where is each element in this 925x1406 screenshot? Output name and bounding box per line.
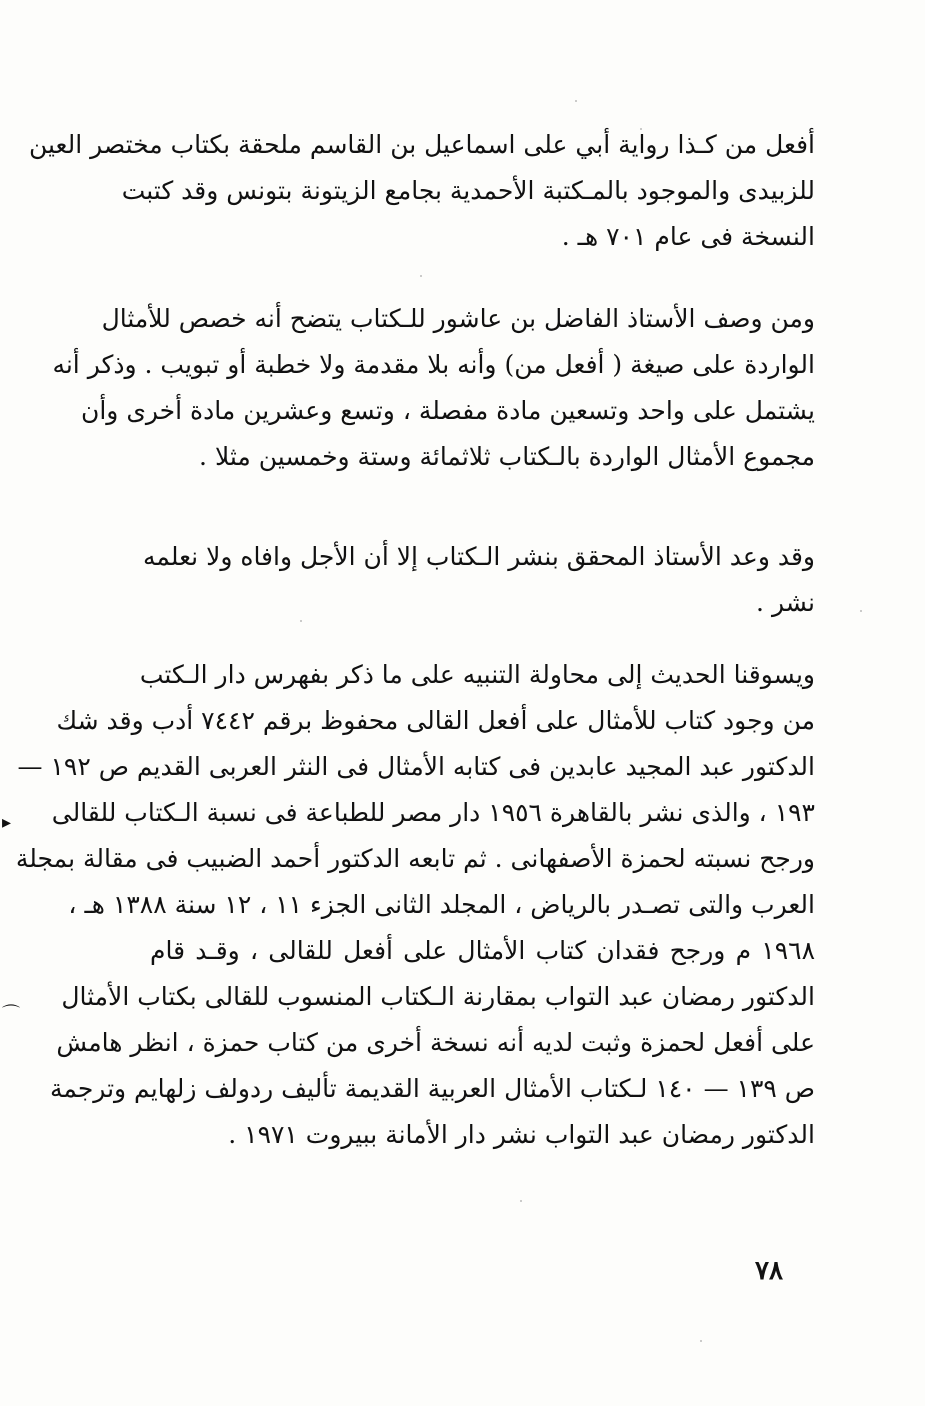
page-number: ٧٨ (755, 1256, 783, 1286)
scan-speck (575, 100, 577, 102)
paragraph-line: ١٩٣ ، والذى نشر بالقاهرة ١٩٥٦ دار مصر للطباعة فى نسبة الـكتاب للقالى (51, 798, 815, 827)
margin-mark: ▸ (2, 812, 12, 833)
paragraph-line: النسخة فى عام ٧٠١ هـ . (561, 222, 815, 251)
paragraph-line: ورجح نسبته لحمزة الأصفهانى . ثم تابعه الدكتور أحمد الضبيب فى مقالة بمجلة (15, 844, 815, 873)
scan-speck (700, 1340, 702, 1342)
paragraph-1 (28, 122, 815, 260)
paragraph-line: العرب والتى تصـدر بالرياض ، المجلد الثانى الجزء ١١ ، ١٢ سنة ١٣٨٨ هـ ، (68, 890, 815, 919)
paragraph-line: وقد وعد الأستاذ المحقق بنشر الـكتاب إلا أن الأجل وافاه ولا نعلمه (142, 542, 815, 571)
paragraph-line: للزبيدى والموجود بالمـكتبة الأحمدية بجامع الزيتونة بتونس وقد كتبت (121, 176, 815, 205)
paragraph-line: على أفعل لحمزة وثبت لديه أنه نسخة أخرى من كتاب حمزة ، انظر هامش (56, 1028, 815, 1057)
margin-mark: ⌒ (2, 1004, 20, 1025)
paragraph-line: أفعل من كـذا رواية أبي على اسماعيل بن القاسم ملحقة بكتاب مختصر العين (28, 130, 815, 159)
scan-speck (520, 1200, 522, 1202)
scan-speck (300, 620, 302, 622)
paragraph-line: الدكتور رمضان عبد التواب بمقارنة الـكتاب المنسوب للقالى بكتاب الأمثال (61, 982, 815, 1011)
paragraph-line: الدكتور عبد المجيد عابدين فى كتابه الأمثال فى النثر العربى القديم ص ١٩٢ — (17, 752, 815, 781)
scan-speck (420, 275, 422, 277)
paragraph-line: نشر . (756, 588, 815, 617)
paragraph-line: من وجود كتاب للأمثال على أفعل القالى محفوظ برقم ٧٤٤٢ أدب وقد شك (56, 706, 815, 735)
paragraph-line: ١٩٦٨ م ورجح فقدان كتاب الأمثال على أفعل للقالى ، وقـد قام (150, 936, 815, 965)
paragraph-4 (15, 652, 815, 1158)
paragraph-line: الدكتور رمضان عبد التواب نشر دار الأمانة ببيروت ١٩٧١ . (228, 1120, 815, 1149)
paragraph-line: يشتمل على واحد وتسعين مادة مفصلة ، وتسع وعشرين مادة أخرى وأن (81, 396, 815, 425)
paragraph-line: مجموع الأمثال الواردة بالـكتاب ثلاثمائة وستة وخمسين مثلا . (199, 442, 815, 471)
scan-speck (860, 610, 862, 612)
paragraph-line: ويسوقنا الحديث إلى محاولة التنبيه على ما ذكر بفهرس دار الـكتب (139, 660, 815, 689)
paragraph-2 (52, 296, 815, 480)
paragraph-3 (142, 534, 815, 626)
scan-speck (640, 128, 642, 130)
paragraph-line: ص ١٣٩ — ١٤٠ لـكتاب الأمثال العربية القديمة تأليف ردولف زلهايم وترجمة (49, 1074, 815, 1103)
paragraph-line: الواردة على صيغة ( أفعل من) وأنه بلا مقدمة ولا خطبة أو تبويب . وذكر أنه (52, 350, 815, 379)
paragraph-line: ومن وصف الأستاذ الفاضل بن عاشور للـكتاب يتضح أنه خصص للأمثال (101, 304, 815, 333)
